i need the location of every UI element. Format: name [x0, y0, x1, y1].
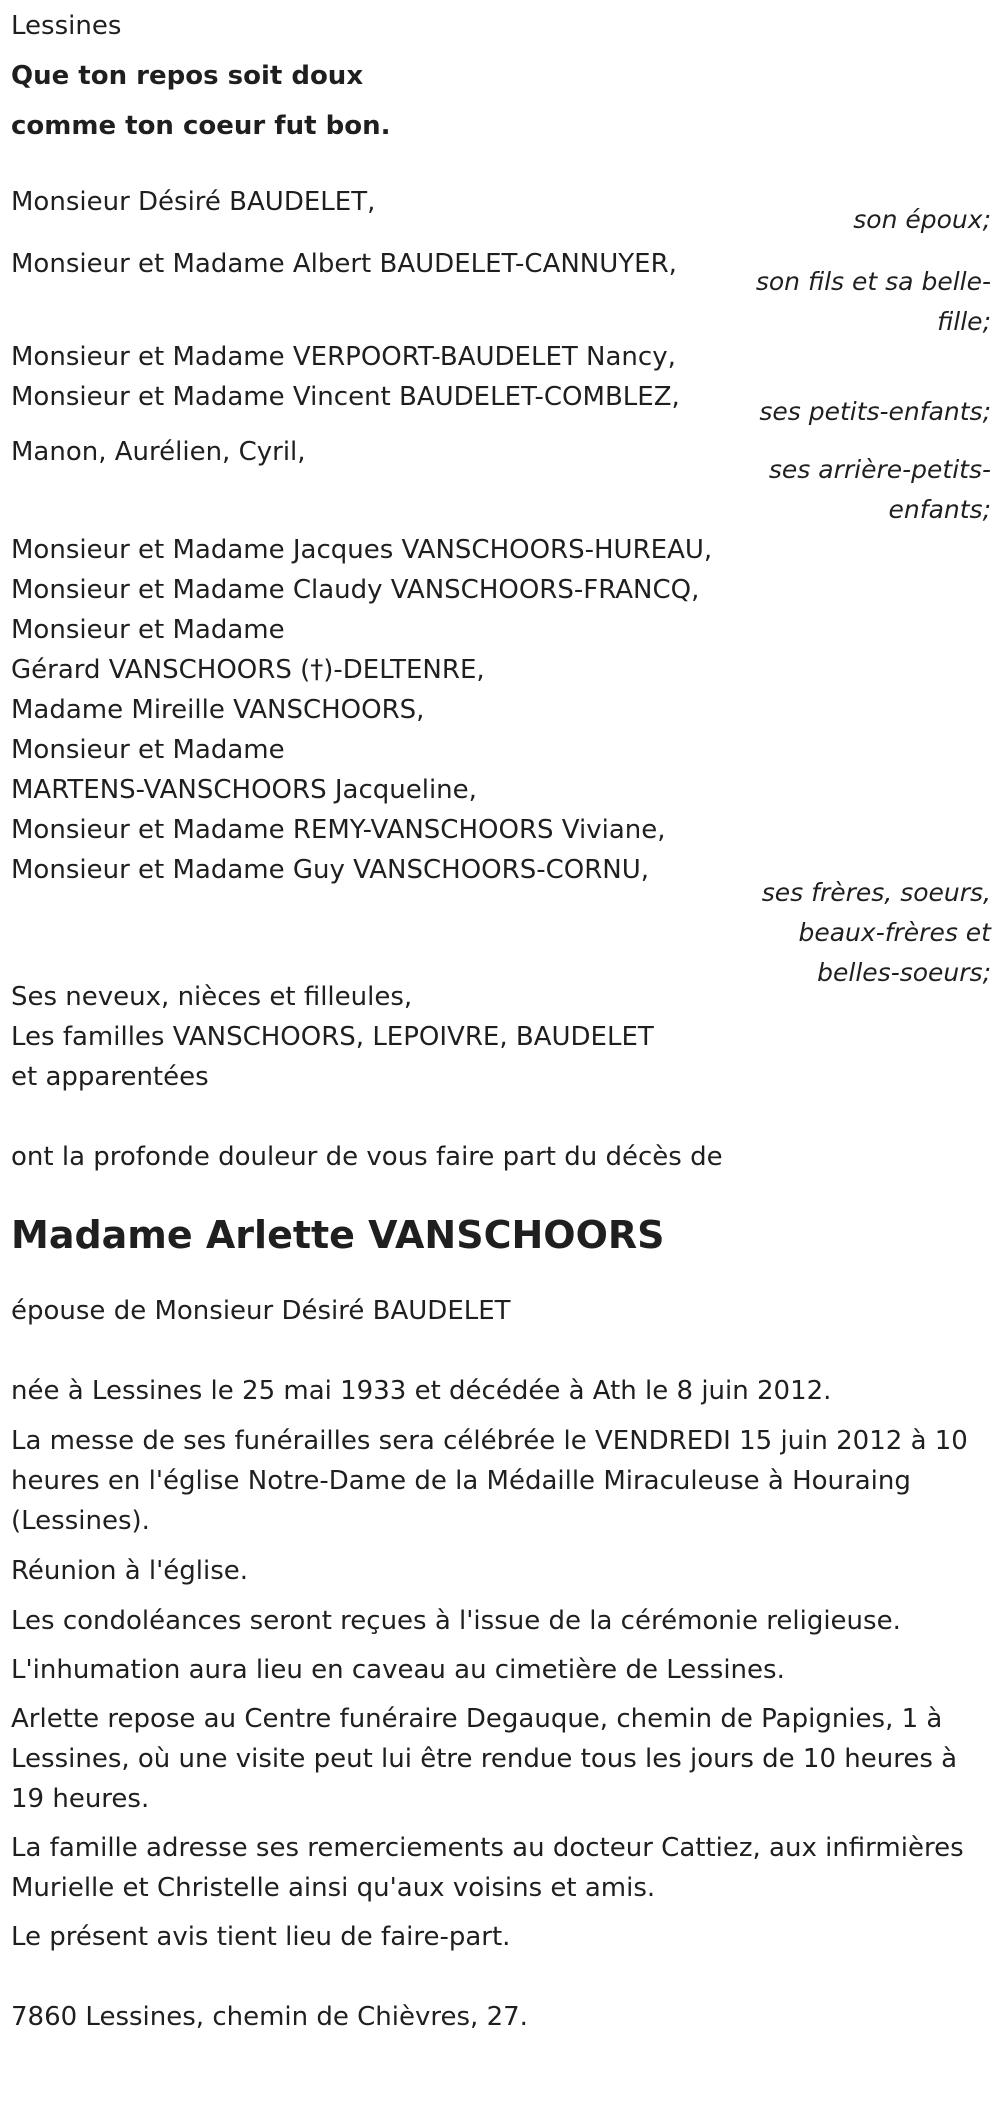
family-role	[759, 392, 991, 432]
notice-paragraph	[11, 1917, 991, 1957]
city-heading: Lessines	[11, 11, 122, 41]
detail-line: Le présent avis tient lieu de faire-part.	[11, 1922, 511, 1952]
family-role	[756, 262, 991, 342]
family-name: MARTENS-VANSCHOORS Jacqueline,	[11, 775, 477, 805]
family-name: Monsieur et Madame REMY-VANSCHOORS Viviane,	[11, 815, 666, 845]
family-group-siblings	[11, 530, 991, 987]
family-group-spouse	[11, 182, 991, 232]
family-name: Monsieur et Madame VERPOORT-BAUDELET Nancy,	[11, 342, 676, 372]
detail-line: La messe de ses funérailles sera célébrée le VENDREDI 15 juin 2012 à 10	[11, 1426, 968, 1456]
family-name: Manon, Aurélien, Cyril,	[11, 437, 306, 467]
family-name: Monsieur et Madame	[11, 615, 285, 645]
detail-line: (Lessines).	[11, 1506, 150, 1536]
details-block	[11, 1421, 991, 1957]
detail-line: Réunion à l'église.	[11, 1556, 249, 1586]
family-name: Monsieur et Madame Albert BAUDELET-CANNUYER,	[11, 249, 677, 279]
birth-death: née à Lessines le 25 mai 1933 et décédée à Ath le 8 juin 2012.	[11, 1376, 832, 1406]
family-name: Monsieur Désiré BAUDELET,	[11, 187, 376, 217]
role-line: enfants;	[888, 495, 991, 524]
family-name: Monsieur et Madame Vincent BAUDELET-COMBLEZ,	[11, 382, 680, 412]
obituary-notice	[11, 0, 991, 2037]
role-line: beaux-frères et	[798, 918, 991, 947]
relatives-block	[11, 977, 991, 1097]
announcement: ont la profonde douleur de vous faire part du décès de	[11, 1142, 723, 1172]
detail-line: L'inhumation aura lieu en caveau au cimetière de Lessines.	[11, 1655, 785, 1685]
deceased-name: Madame Arlette VANSCHOORS	[11, 1213, 665, 1257]
family-name: Madame Mireille VANSCHOORS,	[11, 695, 425, 725]
family-role	[762, 873, 991, 993]
detail-line: Murielle et Christelle ainsi qu'aux voisins et amis.	[11, 1873, 656, 1903]
family-group-grandchildren	[11, 337, 991, 432]
detail-line: La famille adresse ses remerciements au docteur Cattiez, aux infirmières	[11, 1833, 964, 1863]
role-line: belles-soeurs;	[817, 958, 991, 987]
family-name: Monsieur et Madame	[11, 735, 285, 765]
family-name: Monsieur et Madame Claudy VANSCHOORS-FRANCQ,	[11, 575, 700, 605]
relatives-line: et apparentées	[11, 1062, 209, 1092]
family-group-great-grandchildren	[11, 432, 991, 530]
role-line: ses frères, soeurs,	[761, 878, 991, 907]
family-role	[853, 200, 991, 240]
verse-line-2: comme ton coeur fut bon.	[11, 111, 391, 141]
spouse-line: épouse de Monsieur Désiré BAUDELET	[11, 1296, 511, 1326]
relatives-line: Ses neveux, nièces et filleules,	[11, 982, 413, 1012]
condolences-paragraph	[11, 1601, 991, 1641]
role-line: ses arrière-petits-	[768, 455, 991, 484]
relatives-line: Les familles VANSCHOORS, LEPOIVRE, BAUDELET	[11, 1022, 654, 1052]
verse-line-1: Que ton repos soit doux	[11, 61, 364, 91]
detail-line: heures en l'église Notre-Dame de la Médaille Miraculeuse à Houraing	[11, 1466, 911, 1496]
role-line: fille;	[937, 307, 991, 336]
thanks-paragraph	[11, 1828, 991, 1908]
role-line: son époux;	[853, 205, 991, 234]
family-name: Gérard VANSCHOORS (†)-DELTENRE,	[11, 655, 485, 685]
visitation-paragraph	[11, 1699, 991, 1819]
family-role	[769, 450, 991, 530]
meeting-paragraph	[11, 1551, 991, 1591]
family-name: Monsieur et Madame Guy VANSCHOORS-CORNU,	[11, 855, 650, 885]
address: 7860 Lessines, chemin de Chièvres, 27.	[11, 2002, 528, 2032]
family-group-son	[11, 244, 991, 337]
role-line: son fils et sa belle-	[755, 267, 991, 296]
detail-line: Lessines, où une visite peut lui être rendue tous les jours de 10 heures à	[11, 1744, 958, 1774]
detail-line: 19 heures.	[11, 1784, 150, 1814]
role-line: ses petits-enfants;	[759, 397, 991, 426]
burial-paragraph	[11, 1650, 991, 1690]
detail-line: Les condoléances seront reçues à l'issue de la cérémonie religieuse.	[11, 1606, 901, 1636]
family-name: Monsieur et Madame Jacques VANSCHOORS-HUREAU,	[11, 535, 713, 565]
funeral-mass-paragraph	[11, 1421, 991, 1541]
detail-line: Arlette repose au Centre funéraire Degauque, chemin de Papignies, 1 à	[11, 1704, 943, 1734]
